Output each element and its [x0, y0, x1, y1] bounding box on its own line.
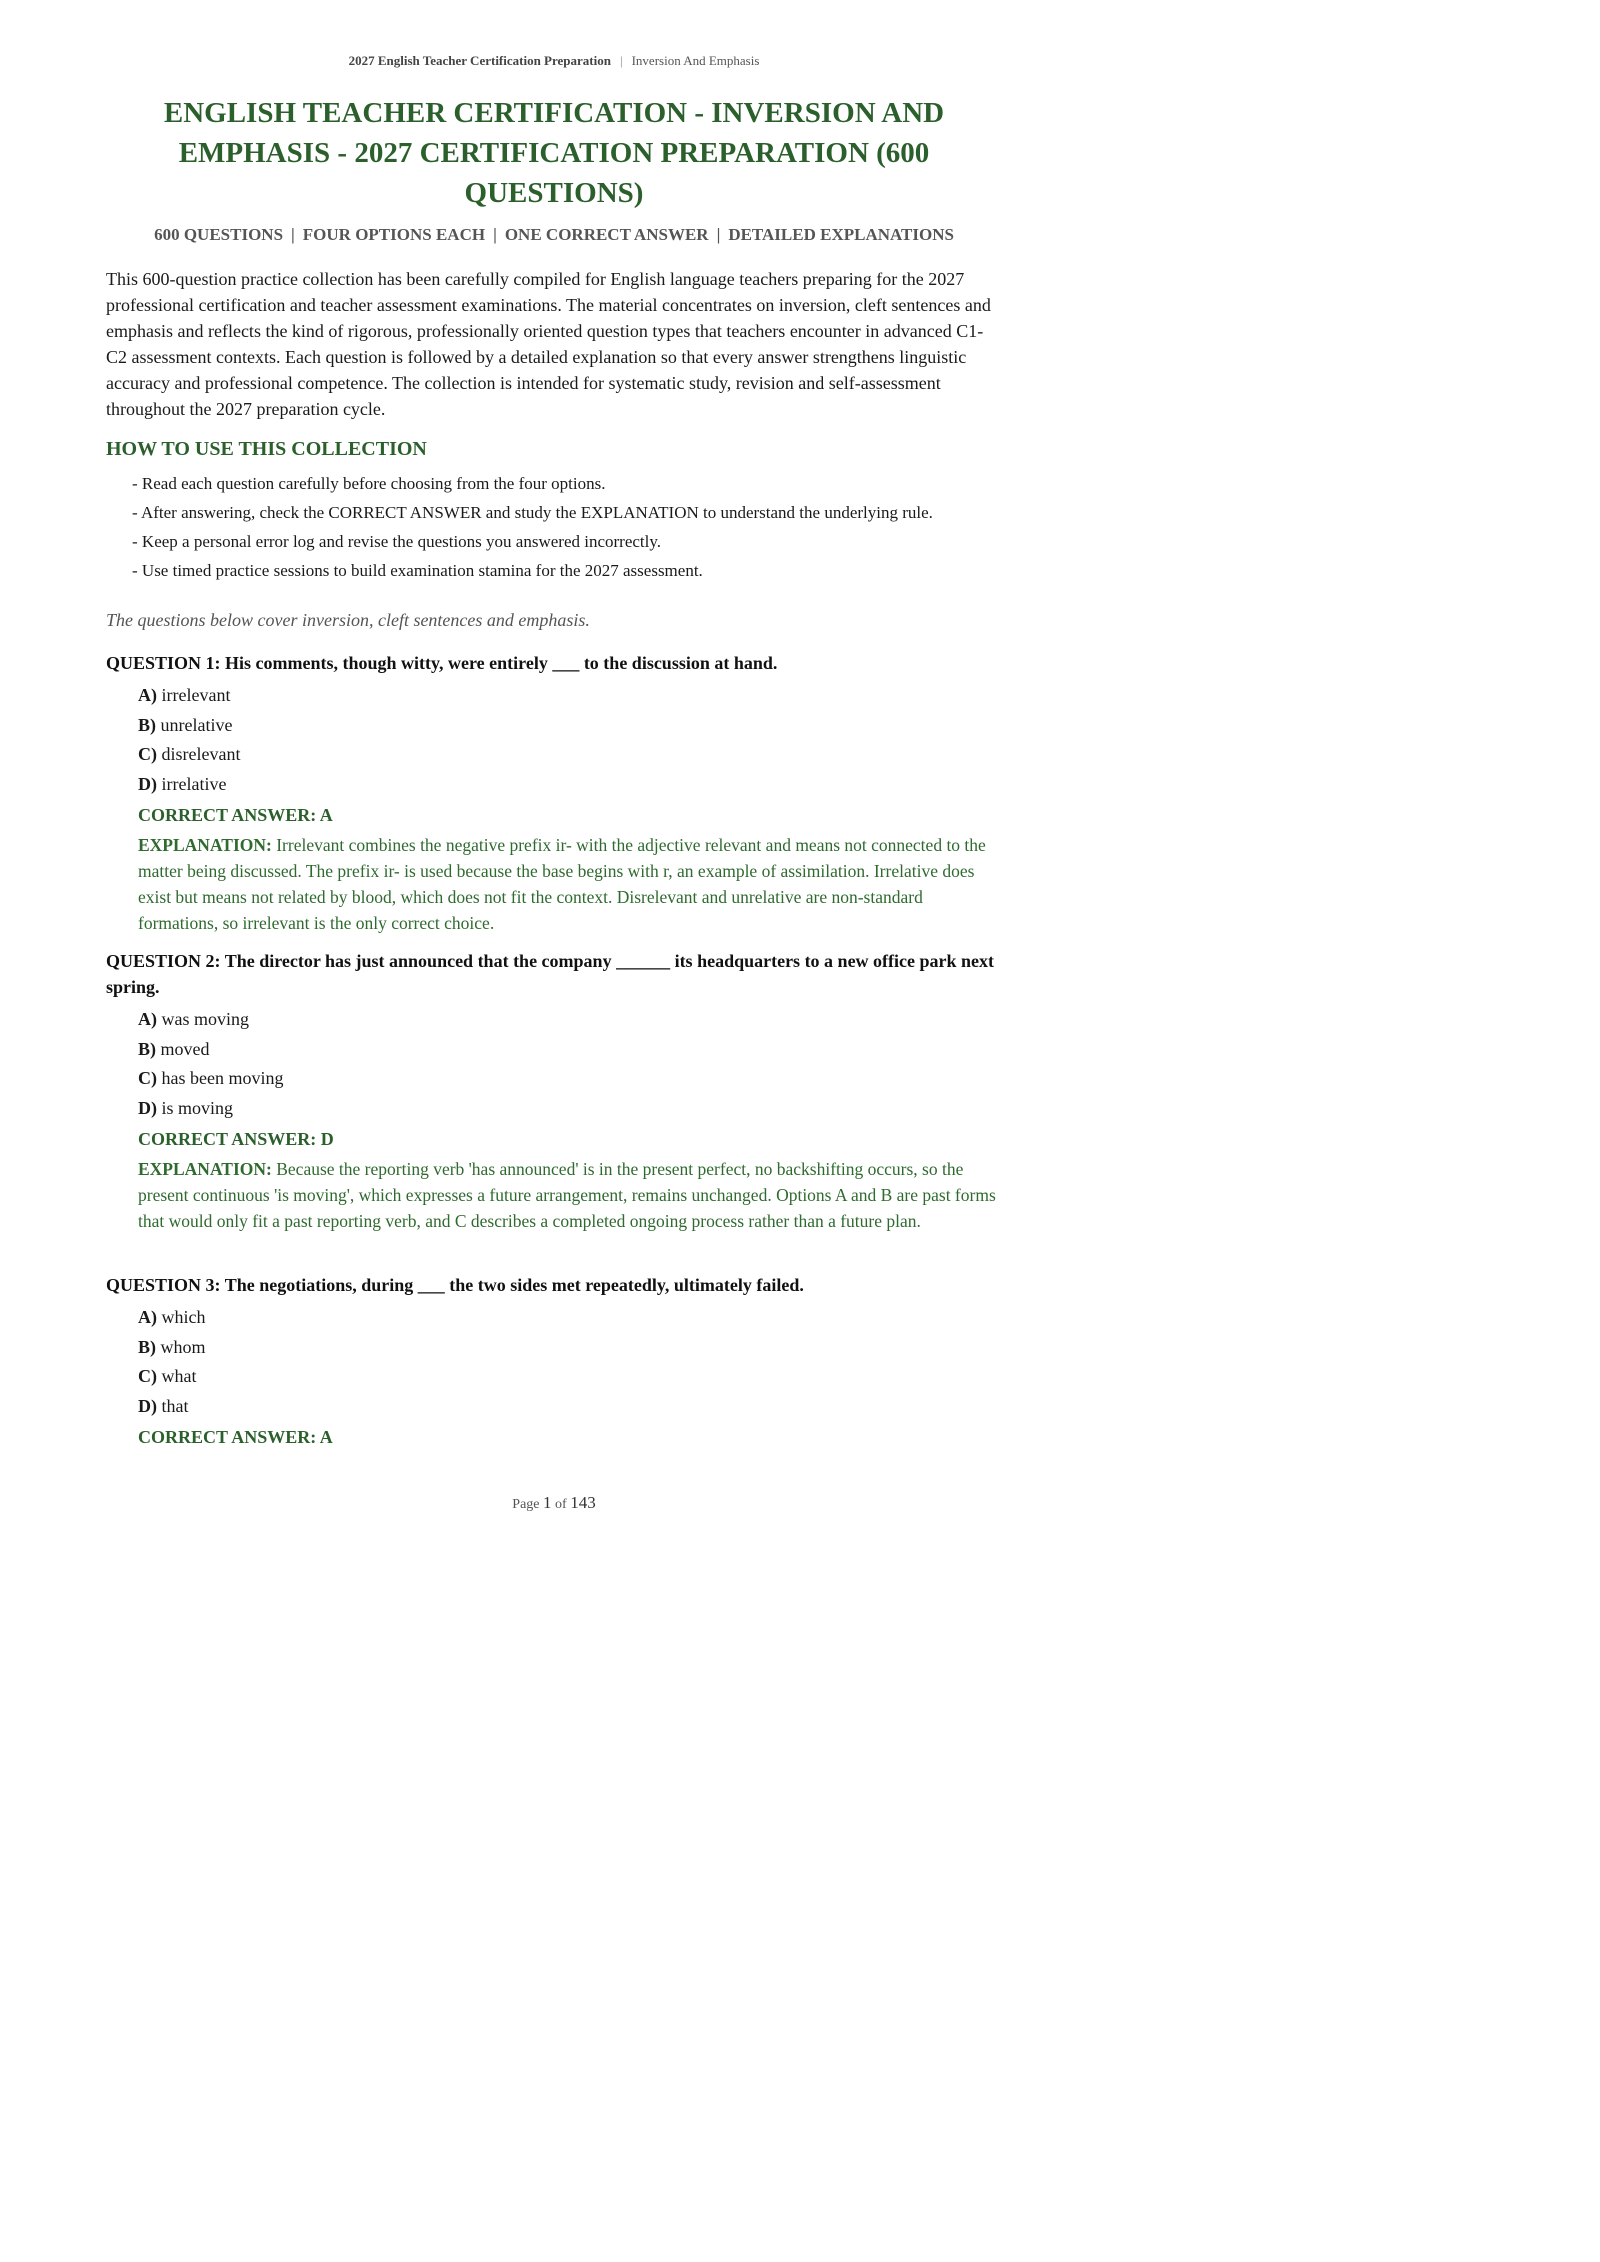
- correct-answer: CORRECT ANSWER: A: [138, 804, 333, 825]
- explanation-label: EXPLANATION:: [138, 834, 272, 855]
- how-to-use-note: The questions below cover inversion, cleft sentences and emphasis.: [106, 610, 590, 630]
- option-text: was moving: [161, 1009, 249, 1029]
- option-text: irrelevant: [161, 685, 231, 705]
- explanation-text: Irrelevant combines the negative prefix ir- with the adjective relevant and means not connected to the matter being discussed. The prefix ir- is used because the base begins with r, an example of assimilation. Irrelative does exist but means not related by blood, which does not fit the context. Disrelevant and unrelative are non-standard formations, so irrelevant is the only correct choice.: [138, 834, 986, 933]
- option-letter: A): [138, 1307, 157, 1327]
- option-b: [138, 1035, 1002, 1065]
- subtitle-separator: |: [493, 225, 497, 244]
- correct-answer: CORRECT ANSWER: D: [138, 1128, 334, 1149]
- document-page: [0, 0, 1108, 1568]
- option-letter: B): [138, 714, 156, 735]
- option-letter: B): [138, 1336, 156, 1357]
- subtitle-item: 600 QUESTIONS: [154, 225, 284, 244]
- option-d: [138, 1094, 1002, 1124]
- option-list: [106, 1005, 1002, 1124]
- option-a: [138, 681, 1002, 711]
- option-letter: A): [138, 685, 157, 705]
- how-to-use-list: [132, 471, 992, 587]
- how-to-use-item: - Use timed practice sessions to build examination stamina for the 2027 assessment.: [132, 561, 703, 580]
- option-b: [138, 711, 1002, 741]
- option-c: [138, 740, 1002, 770]
- option-b: [138, 1333, 1002, 1363]
- how-to-use-item: - After answering, check the CORRECT ANSWER and study the EXPLANATION to understand the underlying rule.: [132, 503, 933, 522]
- page-footer: [0, 1493, 1108, 1513]
- subtitle-separator: |: [716, 225, 721, 244]
- total-pages: 143: [570, 1493, 596, 1512]
- option-text: whom: [160, 1336, 206, 1357]
- question-block: [106, 1272, 1002, 1452]
- question-block: [106, 650, 1002, 936]
- option-letter: A): [138, 1009, 157, 1029]
- subtitle-item: ONE CORRECT ANSWER: [504, 225, 709, 244]
- explanation: [138, 832, 1002, 936]
- subtitle-item: DETAILED EXPLANATIONS: [728, 225, 954, 244]
- question-stem: QUESTION 1: His comments, though witty, were entirely ___ to the discussion at hand.: [106, 653, 778, 673]
- running-header-book-title: 2027 English Teacher Certification Preparation: [348, 53, 611, 68]
- explanation-text: Because the reporting verb 'has announced' is in the present perfect, no backshifting occurs, so the present continuous 'is moving', which expresses a future arrangement, remains unchanged. Options A and B are past forms that would only fit a past reporting verb, and C describes a completed ongoing process rather than a future plan.: [138, 1158, 996, 1231]
- option-text: irrelative: [161, 774, 227, 795]
- option-letter: D): [138, 1098, 157, 1119]
- intro-paragraph: This 600-question practice collection has been carefully compiled for English language teachers preparing for the 2027 professional certification and teacher assessment examinations. The material concentrates on inversion, cleft sentences and emphasis and reflects the kind of rigorous, professionally oriented question types that teachers encounter in advanced C1-C2 assessment contexts. Each question is followed by a detailed explanation so that every answer strengthens linguistic accuracy and professional competence. The collection is intended for systematic study, revision and self-assessment throughout the 2027 preparation cycle.: [106, 269, 991, 419]
- subtitle-separator: |: [291, 225, 295, 244]
- explanation: [138, 1156, 1002, 1234]
- explanation-label: EXPLANATION:: [138, 1158, 272, 1179]
- option-list: [106, 681, 1002, 800]
- option-text: that: [161, 1396, 189, 1417]
- option-a: [138, 1303, 1002, 1333]
- option-text: what: [161, 1366, 197, 1387]
- option-letter: C): [138, 1366, 157, 1387]
- option-letter: C): [138, 1068, 157, 1089]
- how-to-use-item: - Keep a personal error log and revise the questions you answered incorrectly.: [132, 532, 662, 551]
- option-text: is moving: [161, 1098, 234, 1119]
- option-letter: D): [138, 1396, 157, 1417]
- option-letter: C): [138, 744, 157, 765]
- question-stem: QUESTION 2: The director has just announced that the company ______ its headquarters to a new office park next spring.: [106, 951, 995, 997]
- option-text: moved: [160, 1038, 210, 1059]
- question-block: [106, 948, 1002, 1234]
- page-label: Page: [512, 1497, 540, 1512]
- option-d: [138, 770, 1002, 800]
- option-letter: B): [138, 1038, 156, 1059]
- option-text: disrelevant: [161, 744, 241, 765]
- correct-answer: CORRECT ANSWER: A: [138, 1426, 333, 1447]
- option-a: [138, 1005, 1002, 1035]
- how-to-use-heading: HOW TO USE THIS COLLECTION: [106, 438, 427, 460]
- subtitle-item: FOUR OPTIONS EACH: [302, 225, 486, 244]
- question-stem: QUESTION 3: The negotiations, during ___ the two sides met repeatedly, ultimately failed.: [106, 1275, 804, 1295]
- option-list: [106, 1303, 1002, 1422]
- running-header: [0, 53, 1108, 69]
- running-header-section: Inversion And Emphasis: [631, 53, 760, 68]
- option-text: has been moving: [161, 1068, 284, 1089]
- running-header-separator: |: [619, 53, 623, 68]
- page-number: 1: [543, 1493, 552, 1512]
- option-c: [138, 1362, 1002, 1392]
- option-text: which: [161, 1307, 206, 1327]
- option-c: [138, 1064, 1002, 1094]
- option-letter: D): [138, 774, 157, 795]
- document-title: ENGLISH TEACHER CERTIFICATION - INVERSION AND EMPHASIS - 2027 CERTIFICATION PREPARATION (600 QUESTIONS): [163, 97, 945, 209]
- subtitle-bar: [106, 225, 1002, 245]
- page-of-label: of: [555, 1497, 567, 1512]
- how-to-use-item: - Read each question carefully before choosing from the four options.: [132, 474, 606, 493]
- option-text: unrelative: [160, 714, 233, 735]
- option-d: [138, 1392, 1002, 1422]
